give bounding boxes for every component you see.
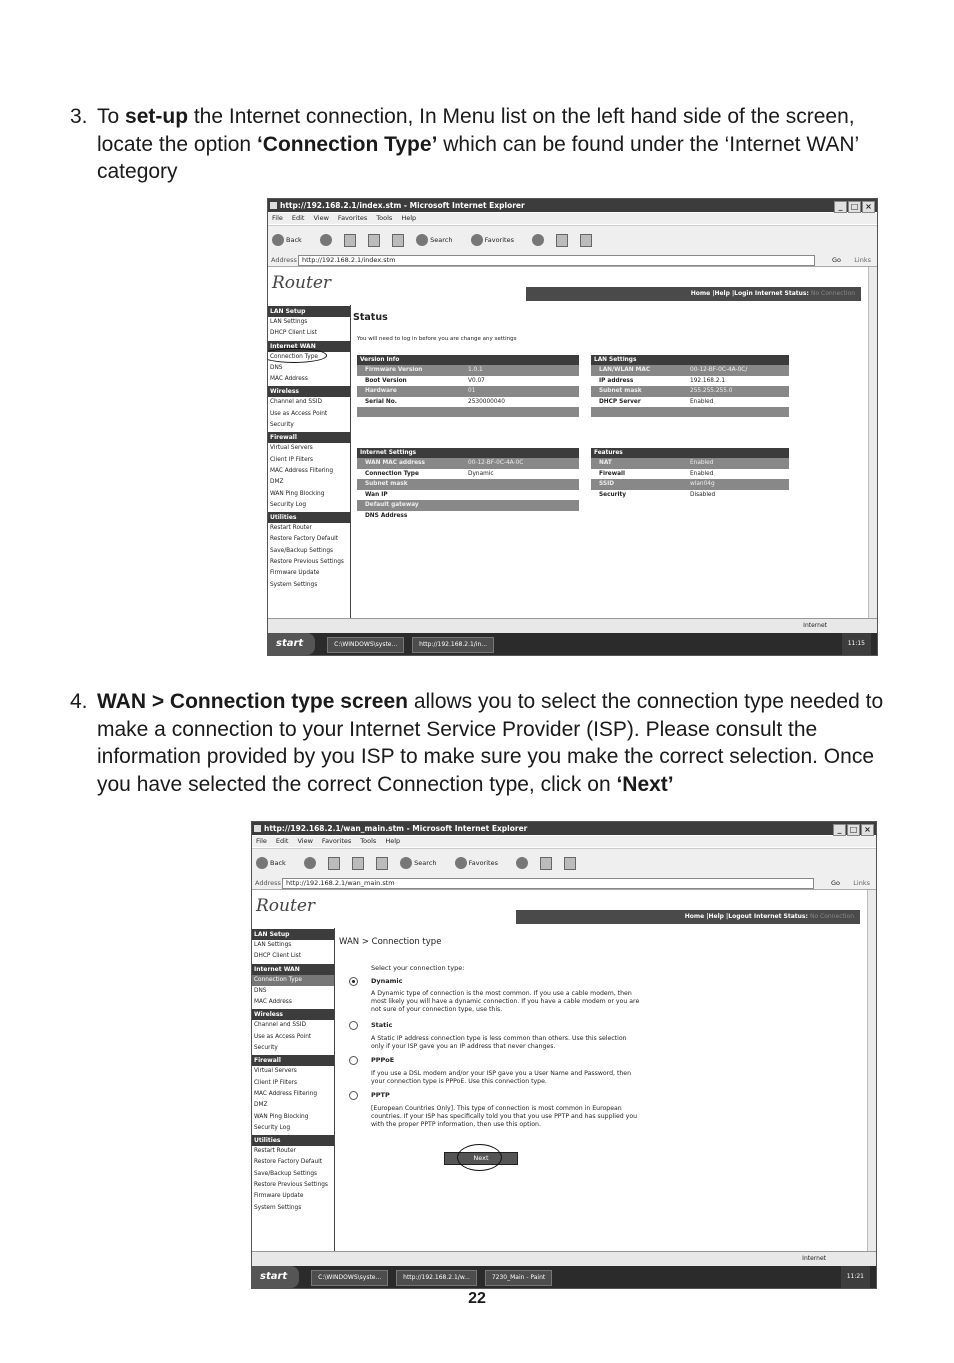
home-button[interactable] (376, 859, 390, 867)
home-icon (392, 234, 404, 247)
sidebar-item-wan-ping[interactable]: WAN Ping Blocking (270, 490, 325, 497)
back-button[interactable]: Back (256, 859, 294, 867)
stop-icon (328, 857, 340, 870)
forward-icon (320, 234, 332, 246)
sidebar-item-security[interactable]: Security (254, 1045, 278, 1052)
clock: 11:21 (841, 1266, 870, 1288)
links-label[interactable]: Links (854, 256, 871, 264)
radio-pptp[interactable] (349, 1091, 358, 1100)
history-button[interactable] (516, 859, 530, 867)
address-bar: Address http://192.168.2.1/wan_main.stm Go Links (252, 877, 876, 890)
sidebar-item-mac-filtering[interactable]: MAC Address Filtering (254, 1090, 318, 1097)
sidebar-item-factory-default[interactable]: Restore Factory Default (254, 1159, 323, 1166)
menu-edit[interactable]: Edit (291, 214, 305, 222)
home-button[interactable] (392, 236, 406, 244)
menu-help[interactable]: Help (385, 837, 401, 845)
sidebar-item-connection-type[interactable]: Connection Type (252, 975, 334, 986)
ie-icon (254, 825, 261, 832)
task-paint[interactable]: 7230_Main - Paint (485, 1270, 552, 1286)
page-content (268, 267, 869, 619)
sidebar-item-restart[interactable]: Restart Router (254, 1148, 296, 1155)
vertical-scrollbar[interactable] (868, 267, 877, 619)
go-button[interactable]: Go (830, 879, 840, 887)
vertical-scrollbar[interactable] (867, 890, 876, 1252)
search-button[interactable]: Search (400, 859, 444, 867)
menu-file[interactable]: File (256, 837, 267, 845)
menu-file[interactable]: File (272, 214, 283, 222)
sidebar-cat-lan: LAN Setup (268, 306, 350, 317)
menu-favorites[interactable]: Favorites (321, 837, 352, 845)
sidebar-cat-firewall: Firewall (252, 1055, 334, 1066)
radio-pppoe[interactable] (349, 1056, 358, 1065)
menu-bar (268, 213, 877, 224)
router-logo: Router (256, 896, 316, 916)
minimize-icon[interactable]: _ (833, 824, 846, 836)
header-nav: Home |Help |Logout Internet Status: No Connection (516, 910, 860, 924)
wan-screenshot (251, 821, 877, 1289)
step-4-text: WAN > Connection type screen allows you to select the connection type needed to make a connection to your Internet Service Provider (ISP). Please consult the information provided by you ISP to make sure you make the correct selection. Once you have selected the correct Connection type, click on ‘Next’ (97, 690, 884, 796)
version-info-table: Version Info Firmware Version 1.0.1 Boot Version V0.07 Hardware 01 Serial No. 2530000040 (357, 355, 579, 417)
history-icon (532, 234, 544, 246)
search-icon (416, 234, 428, 246)
sidebar-item-security-log[interactable]: Security Log (270, 501, 307, 508)
sidebar-item-wan-ping[interactable]: WAN Ping Blocking (254, 1113, 309, 1120)
internet-settings-table: Internet Settings WAN MAC address 00-12-BF-0C-4A-0C Connection Type Dynamic Subnet mask Wan IP Default gateway DNS Address (357, 448, 579, 521)
forward-button[interactable] (304, 859, 318, 867)
history-button[interactable] (532, 236, 546, 244)
sidebar-cat-wan: Internet WAN (252, 964, 334, 975)
header-nav: Home |Help |Login Internet Status: No Connection (526, 287, 861, 301)
status-bar (268, 618, 877, 633)
sidebar-cat-utilities: Utilities (252, 1135, 334, 1146)
option-desc-dynamic: A Dynamic type of connection is the most common. If you use a cable modem, then most likely you will have a dynamic connection. If you have a cable modem or you are not sure of your connection type, use this. (371, 990, 640, 1013)
sidebar-item-restore-previous[interactable]: Restore Previous Settings (270, 559, 344, 566)
back-button[interactable]: Back (272, 236, 310, 244)
next-button[interactable]: Next (444, 1152, 518, 1165)
close-icon[interactable]: × (861, 824, 874, 836)
login-note: You will need to log in before you are change any settings (357, 336, 517, 342)
option-title-static: Static (371, 1021, 393, 1029)
sidebar-cat-utilities: Utilities (268, 512, 350, 523)
sidebar-item-dhcp-client-list[interactable]: DHCP Client List (270, 330, 317, 337)
sidebar-item-dmz[interactable]: DMZ (254, 1102, 268, 1109)
menu-edit[interactable]: Edit (275, 837, 289, 845)
status-bar (252, 1251, 876, 1266)
sidebar-item-save-backup[interactable]: Save/Backup Settings (254, 1170, 318, 1177)
menu-tools[interactable]: Tools (360, 837, 377, 845)
close-icon[interactable]: × (862, 201, 875, 213)
forward-button[interactable] (320, 236, 334, 244)
sidebar-item-virtual-servers[interactable]: Virtual Servers (254, 1068, 297, 1075)
stop-icon (344, 234, 356, 247)
print-button[interactable] (580, 236, 594, 244)
sidebar-cat-firewall: Firewall (268, 432, 350, 443)
sidebar-item-factory-default[interactable]: Restore Factory Default (270, 536, 339, 543)
menu-view[interactable]: View (297, 837, 313, 845)
taskbar (252, 1266, 876, 1288)
lan-settings-table: LAN Settings LAN/WLAN MAC 00-12-BF-0C-4A-0C/ IP address 192.168.2.1 Subnet mask 255.255.255.0 DHCP Server Enabled (591, 355, 789, 417)
step-number: 3. (70, 105, 88, 128)
sidebar-cat-lan: LAN Setup (252, 929, 334, 940)
toolbar (268, 225, 877, 255)
sidebar-item-mac-address[interactable]: MAC Address (270, 376, 308, 383)
task-ie[interactable]: http://192.168.2.1/w... (396, 1270, 477, 1286)
minimize-icon[interactable]: _ (834, 201, 847, 213)
sidebar-cat-wan: Internet WAN (268, 341, 350, 352)
sidebar-item-virtual-servers[interactable]: Virtual Servers (270, 445, 313, 452)
task-ie[interactable]: http://192.168.2.1/in... (412, 637, 494, 653)
task-cmd[interactable]: C:\WINDOWS\syste... (311, 1270, 388, 1286)
sidebar-cat-wireless: Wireless (268, 386, 350, 397)
sidebar-item-access-point[interactable]: Use as Access Point (254, 1033, 312, 1040)
refresh-icon (352, 857, 364, 870)
radio-static[interactable] (349, 1021, 358, 1030)
option-desc-pppoe: If you use a DSL modem and/or your ISP gave you a User Name and Password, then your connection type is PPPoE. Use this connection type. (371, 1070, 632, 1085)
sidebar-item-firmware[interactable]: Firmware Update (270, 570, 320, 577)
sidebar-item-channel-ssid[interactable]: Channel and SSID (254, 1022, 306, 1029)
mail-icon (540, 857, 552, 870)
print-icon (580, 234, 592, 247)
sidebar-item-mac-filtering[interactable]: MAC Address Filtering (270, 467, 334, 474)
sidebar-item-save-backup[interactable]: Save/Backup Settings (270, 547, 334, 554)
address-input[interactable]: http://192.168.2.1/wan_main.stm (282, 878, 814, 889)
search-icon (400, 857, 412, 869)
menu-favorites[interactable]: Favorites (337, 214, 368, 222)
sidebar-item-lan-settings[interactable]: LAN Settings (270, 319, 308, 325)
sidebar-item-access-point[interactable]: Use as Access Point (270, 410, 328, 417)
sidebar-item-lan-settings[interactable]: LAN Settings (254, 942, 292, 948)
sidebar-item-dns[interactable]: DNS (254, 987, 267, 994)
start-button[interactable]: start (252, 1266, 299, 1288)
back-icon (272, 234, 284, 246)
home-icon (376, 857, 388, 870)
ie-icon (270, 202, 277, 209)
address-bar: Address http://192.168.2.1/index.stm Go Links (268, 254, 877, 267)
sidebar (252, 928, 335, 1252)
sidebar-item-channel-ssid[interactable]: Channel and SSID (270, 399, 322, 406)
router-logo: Router (272, 273, 332, 293)
sidebar-item-restart[interactable]: Restart Router (270, 525, 312, 532)
sidebar-item-security-log[interactable]: Security Log (254, 1124, 291, 1131)
stop-button[interactable] (328, 859, 342, 867)
option-title-dynamic: Dynamic (371, 977, 403, 985)
forward-icon (304, 857, 316, 869)
sidebar-item-system-settings[interactable]: System Settings (254, 1204, 302, 1211)
menu-view[interactable]: View (313, 214, 329, 222)
maximize-icon[interactable]: □ (848, 201, 861, 213)
sidebar-item-dmz[interactable]: DMZ (270, 479, 284, 486)
step-number: 4. (70, 690, 88, 713)
select-label: Select your connection type: (371, 964, 465, 972)
task-cmd[interactable]: C:\WINDOWS\syste... (327, 637, 404, 653)
mail-button[interactable] (556, 236, 570, 244)
page-title: Status (353, 312, 388, 323)
sidebar-cat-wireless: Wireless (252, 1009, 334, 1020)
mail-icon (556, 234, 568, 247)
sidebar-item-dhcp-client-list[interactable]: DHCP Client List (254, 953, 301, 960)
star-icon (471, 234, 483, 246)
sidebar-item-security[interactable]: Security (270, 422, 294, 429)
sidebar-item-connection-type[interactable]: Connection Type (270, 353, 318, 360)
option-desc-static: A Static IP address connection type is less common than others. Use this selection only if your ISP gave you an IP address that never changes. (371, 1035, 627, 1050)
go-button[interactable]: Go (831, 256, 841, 264)
title-bar: http://192.168.2.1/wan_main.stm - Microsoft Internet Explorer _ □ × (252, 822, 876, 835)
clock: 11:15 (842, 633, 871, 655)
features-table: Features NAT Enabled Firewall Enabled SSID wlan04g Security Disabled (591, 448, 789, 500)
links-label[interactable]: Links (853, 879, 870, 887)
option-title-pptp: PPTP (371, 1091, 390, 1099)
option-desc-pptp: [European Countries Only]. This type of connection is most common in European countries. If your ISP has specifically told you that you use PPTP and has supplied you with the proper PPTP information, then use this option. (371, 1105, 638, 1128)
menu-tools[interactable]: Tools (376, 214, 393, 222)
menu-help[interactable]: Help (401, 214, 417, 222)
history-icon (516, 857, 528, 869)
internet-zone: Internet (802, 1255, 826, 1262)
radio-dynamic[interactable] (349, 977, 358, 986)
print-button[interactable] (564, 859, 578, 867)
sidebar-item-firmware[interactable]: Firmware Update (254, 1193, 304, 1200)
refresh-button[interactable] (368, 236, 382, 244)
step-3 (70, 103, 890, 186)
page-number: 22 (468, 1290, 486, 1307)
sidebar-item-dns[interactable]: DNS (270, 364, 283, 371)
refresh-button[interactable] (352, 859, 366, 867)
highlight-circle (457, 1144, 502, 1171)
back-icon (256, 857, 268, 869)
sidebar-item-client-ip-filters[interactable]: Client IP Filters (270, 456, 314, 463)
title-bar: http://192.168.2.1/index.stm - Microsoft Internet Explorer _ □ × (268, 199, 877, 212)
option-title-pppoe: PPPoE (371, 1056, 395, 1064)
favorites-button[interactable]: Favorites (455, 859, 506, 867)
sidebar-item-system-settings[interactable]: System Settings (270, 581, 318, 588)
page-title: WAN > Connection type (339, 937, 442, 947)
toolbar (252, 848, 876, 878)
search-button[interactable]: Search (416, 236, 460, 244)
star-icon (455, 857, 467, 869)
refresh-icon (368, 234, 380, 247)
sidebar-item-client-ip-filters[interactable]: Client IP Filters (254, 1079, 298, 1086)
stop-button[interactable] (344, 236, 358, 244)
taskbar (268, 633, 877, 655)
address-input[interactable]: http://192.168.2.1/index.stm (298, 255, 815, 266)
menu-bar (252, 836, 876, 847)
maximize-icon[interactable]: □ (847, 824, 860, 836)
internet-zone: Internet (803, 622, 827, 629)
page-content (252, 890, 868, 1252)
sidebar-item-mac-address[interactable]: MAC Address (254, 999, 292, 1006)
sidebar-item-restore-previous[interactable]: Restore Previous Settings (254, 1182, 328, 1189)
mail-button[interactable] (540, 859, 554, 867)
status-screenshot (267, 198, 878, 656)
step-3-text: To set-up the Internet connection, In Menu list on the left hand side of the screen, locate the option ‘Connection Type’ which can be found under the ‘Internet WAN’ category (97, 105, 859, 183)
step-4 (70, 688, 885, 798)
favorites-button[interactable]: Favorites (471, 236, 522, 244)
start-button[interactable]: start (268, 633, 315, 655)
print-icon (564, 857, 576, 870)
